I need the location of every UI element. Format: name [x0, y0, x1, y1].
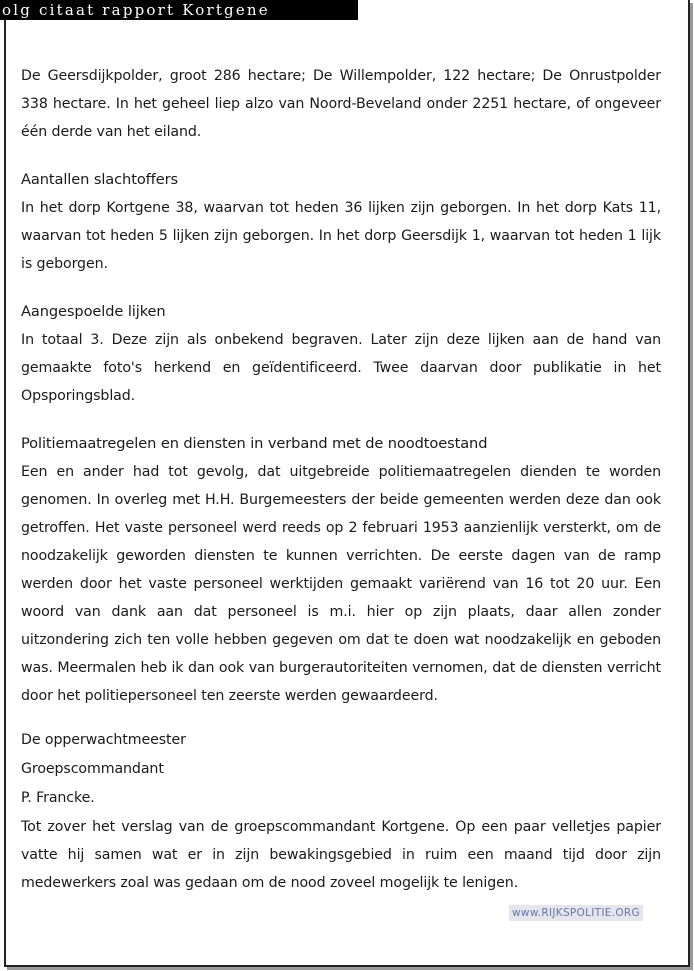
signature-function: Groepscommandant	[21, 761, 164, 777]
closing-paragraph: Tot zover het verslag van de groepscommandant Kortgene. Op een paar velletjes papier vatte hij samen wat er in zijn bewakingsgebied in ruim een maand tijd door zijn medewerkers zoal was gedaan om de nood zoveel mogelijk te lenigen.	[21, 819, 661, 891]
section-body-politiemaatregelen: Een en ander had tot gevolg, dat uitgebreide politiemaatregelen dienden te worden genomen. In overleg met H.H. Burgemeesters der beide gemeenten werden deze dan ook getroffen. Het vaste personeel werd reeds op 2 februari 1953 aanzienlijk versterkt, om de noodzakelijk geworden diensten te kunnen verrichten. De eerste dagen van de ramp werden door het vaste personeel werktijden gemaakt variërend van 16 tot 20 uur. Een woord van dank aan dat personeel is m.i. hier op zijn plaats, daar allen zonder uitzondering zich ten volle hebben gegeven om dat te doen wat noodzakelijk en geboden was. Meermalen heb ik dan ook van burgerautoriteiten vernomen, dat de diensten verricht door het politiepersoneel ten zeerste werden gewaardeerd.	[21, 464, 661, 704]
signature-block	[21, 726, 661, 813]
section-heading-politiemaatregelen: Politiemaatregelen en diensten in verband met de noodtoestand	[21, 435, 488, 452]
document-content	[21, 62, 661, 897]
signature-name: P. Francke.	[21, 790, 95, 806]
watermark-badge: www.RIJKSPOLITIE.ORG	[509, 905, 643, 921]
section-heading-slachtoffers: Aantallen slachtoffers	[21, 171, 178, 188]
section-body-slachtoffers: In het dorp Kortgene 38, waarvan tot heden 36 lijken zijn geborgen. In het dorp Kats 11, waarvan tot heden 5 lijken zijn geborgen. In het dorp Geersdijk 1, waarvan tot heden 1 lijk is geborgen.	[21, 200, 661, 272]
intro-paragraph: De Geersdijkpolder, groot 286 hectare; De Willempolder, 122 hectare; De Onrustpolder 338 hectare. In het geheel liep alzo van Noord-Beveland onder 2251 hectare, of ongeveer één derde van het eiland.	[21, 68, 661, 140]
section-heading-lijken: Aangespoelde lijken	[21, 303, 166, 320]
header-title: olg citaat rapport Kortgene	[0, 0, 358, 20]
signature-rank: De opperwachtmeester	[21, 732, 186, 748]
section-body-lijken: In totaal 3. Deze zijn als onbekend begraven. Later zijn deze lijken aan de hand van gemaakte foto's herkend en geïdentificeerd. Twee daarvan door publikatie in het Opsporingsblad.	[21, 332, 661, 404]
